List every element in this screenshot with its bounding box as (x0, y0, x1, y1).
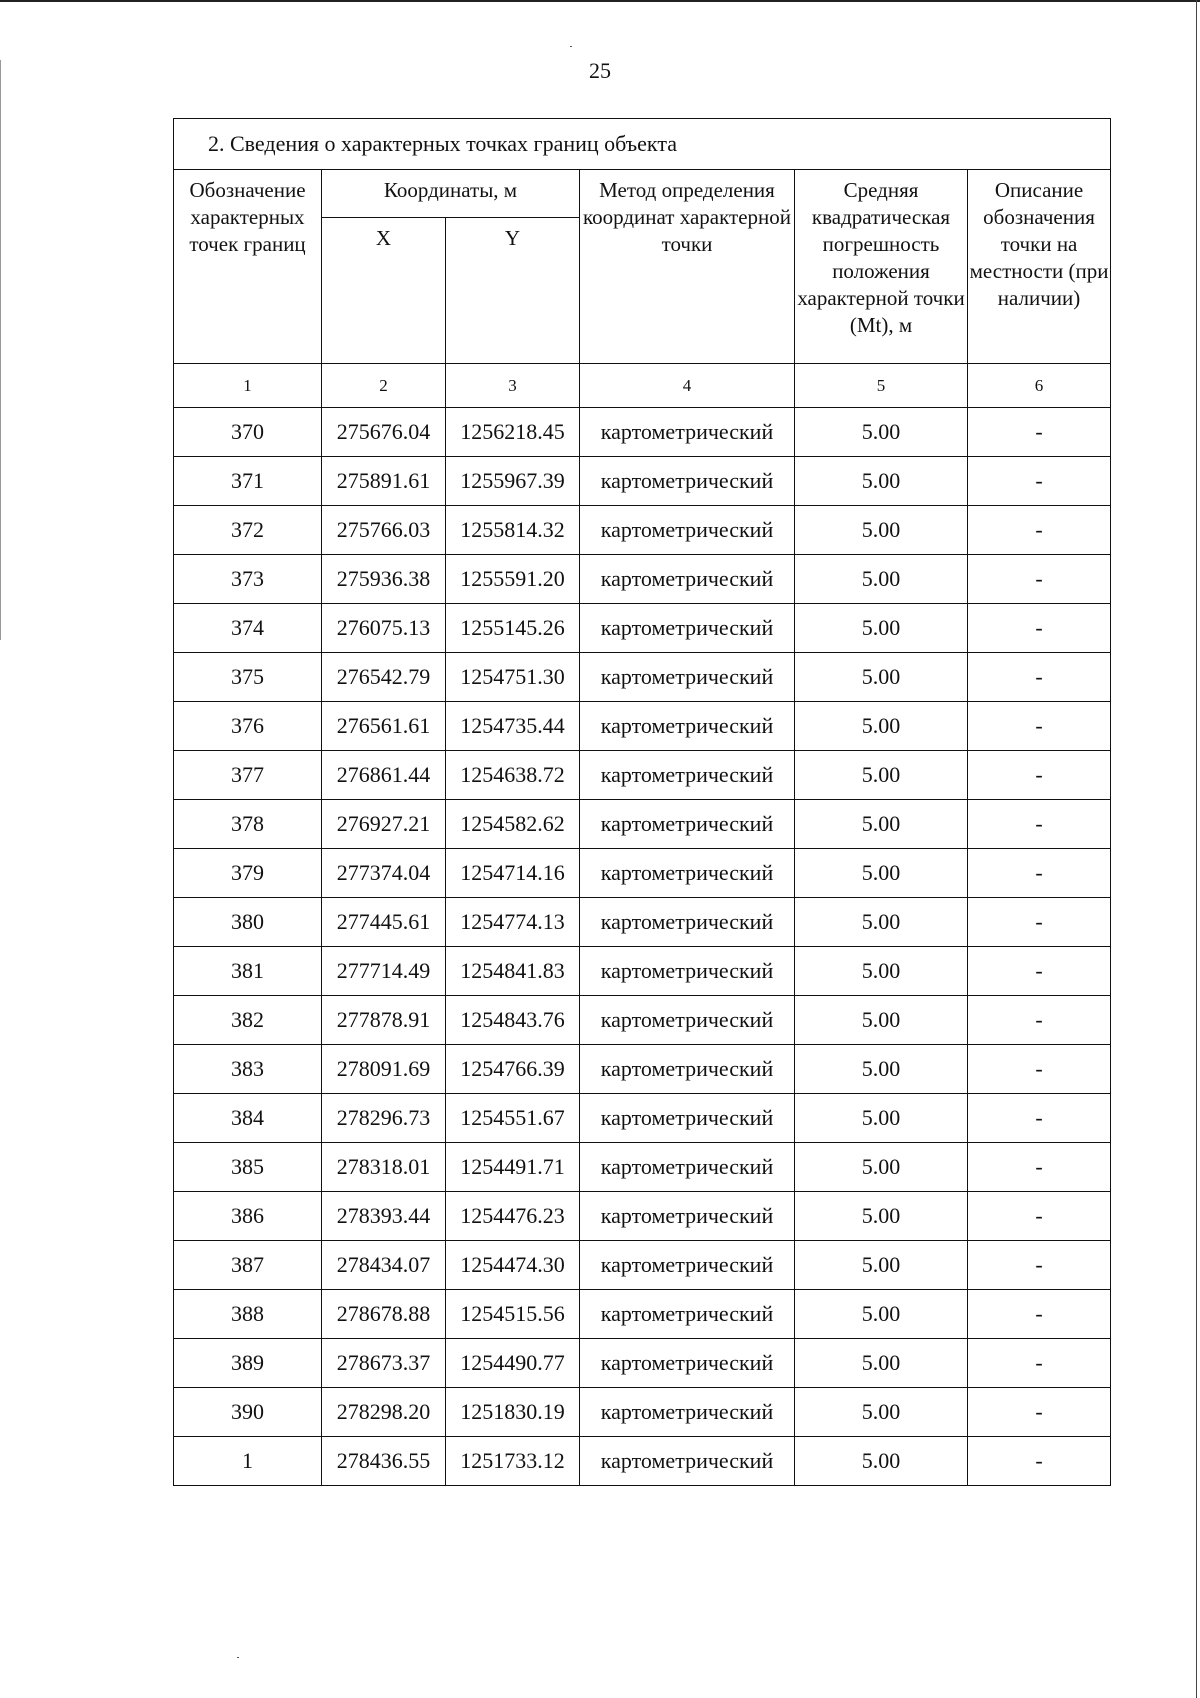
x-coordinate-cell: 278298.20 (322, 1388, 446, 1437)
point-number-cell: 385 (174, 1143, 322, 1192)
x-coordinate-cell: 278318.01 (322, 1143, 446, 1192)
point-number-cell: 373 (174, 555, 322, 604)
point-number-cell: 380 (174, 898, 322, 947)
method-cell: картометрический (580, 1290, 795, 1339)
y-coordinate-cell: 1255591.20 (446, 555, 580, 604)
method-cell: картометрический (580, 1094, 795, 1143)
point-number-cell: 383 (174, 1045, 322, 1094)
description-cell: - (968, 1143, 1111, 1192)
table-row (174, 1437, 1111, 1486)
header-x: X (322, 218, 446, 364)
table-row (174, 996, 1111, 1045)
method-cell: картометрический (580, 506, 795, 555)
x-coordinate-cell: 277445.61 (322, 898, 446, 947)
column-number: 4 (580, 364, 795, 408)
method-cell: картометрический (580, 947, 795, 996)
point-number-cell: 372 (174, 506, 322, 555)
x-coordinate-cell: 278296.73 (322, 1094, 446, 1143)
error-cell: 5.00 (795, 604, 968, 653)
x-coordinate-cell: 276861.44 (322, 751, 446, 800)
x-coordinate-cell: 275891.61 (322, 457, 446, 506)
point-number-cell: 377 (174, 751, 322, 800)
description-cell: - (968, 457, 1111, 506)
description-cell: - (968, 1094, 1111, 1143)
description-cell: - (968, 751, 1111, 800)
header-description: Описание обозначения точки на местности (при наличии) (968, 170, 1111, 364)
x-coordinate-cell: 277878.91 (322, 996, 446, 1045)
x-coordinate-cell: 276075.13 (322, 604, 446, 653)
header-error: Средняя квадратическая погрешность положения характерной точки (Mt), м (795, 170, 968, 364)
error-cell: 5.00 (795, 1094, 968, 1143)
scan-edge-top (0, 0, 1200, 2)
table-row (174, 604, 1111, 653)
method-cell: картометрический (580, 898, 795, 947)
x-coordinate-cell: 278436.55 (322, 1437, 446, 1486)
description-cell: - (968, 604, 1111, 653)
method-cell: картометрический (580, 702, 795, 751)
description-cell: - (968, 506, 1111, 555)
method-cell: картометрический (580, 800, 795, 849)
error-cell: 5.00 (795, 996, 968, 1045)
table-row (174, 800, 1111, 849)
error-cell: 5.00 (795, 653, 968, 702)
method-cell: картометрический (580, 1143, 795, 1192)
table-body (174, 408, 1111, 1486)
point-number-cell: 390 (174, 1388, 322, 1437)
error-cell: 5.00 (795, 1388, 968, 1437)
description-cell: - (968, 1045, 1111, 1094)
point-number-cell: 384 (174, 1094, 322, 1143)
description-cell: - (968, 898, 1111, 947)
y-coordinate-cell: 1255814.32 (446, 506, 580, 555)
table-row (174, 506, 1111, 555)
table-row (174, 702, 1111, 751)
y-coordinate-cell: 1251830.19 (446, 1388, 580, 1437)
table-row (174, 849, 1111, 898)
method-cell: картометрический (580, 1339, 795, 1388)
table-row (174, 555, 1111, 604)
method-cell: картометрический (580, 1437, 795, 1486)
description-cell: - (968, 996, 1111, 1045)
point-number-cell: 1 (174, 1437, 322, 1486)
error-cell: 5.00 (795, 947, 968, 996)
y-coordinate-cell: 1254515.56 (446, 1290, 580, 1339)
description-cell: - (968, 408, 1111, 457)
point-number-cell: 374 (174, 604, 322, 653)
description-cell: - (968, 947, 1111, 996)
error-cell: 5.00 (795, 1045, 968, 1094)
point-number-cell: 375 (174, 653, 322, 702)
error-cell: 5.00 (795, 751, 968, 800)
x-coordinate-cell: 276927.21 (322, 800, 446, 849)
description-cell: - (968, 1437, 1111, 1486)
table-row (174, 457, 1111, 506)
x-coordinate-cell: 278673.37 (322, 1339, 446, 1388)
point-number-cell: 388 (174, 1290, 322, 1339)
y-coordinate-cell: 1254582.62 (446, 800, 580, 849)
error-cell: 5.00 (795, 1437, 968, 1486)
scan-edge-left (0, 60, 1, 640)
x-coordinate-cell: 278091.69 (322, 1045, 446, 1094)
description-cell: - (968, 1192, 1111, 1241)
table-row (174, 1241, 1111, 1290)
table-row (174, 1143, 1111, 1192)
method-cell: картометрический (580, 849, 795, 898)
description-cell: - (968, 1339, 1111, 1388)
table-row (174, 751, 1111, 800)
scan-edge-right (1196, 0, 1197, 1698)
scan-speck (237, 1657, 239, 1658)
x-coordinate-cell: 278393.44 (322, 1192, 446, 1241)
header-method: Метод определения координат характерной точки (580, 170, 795, 364)
y-coordinate-cell: 1254841.83 (446, 947, 580, 996)
description-cell: - (968, 702, 1111, 751)
x-coordinate-cell: 278678.88 (322, 1290, 446, 1339)
method-cell: картометрический (580, 555, 795, 604)
method-cell: картометрический (580, 457, 795, 506)
point-number-cell: 379 (174, 849, 322, 898)
error-cell: 5.00 (795, 1143, 968, 1192)
method-cell: картометрический (580, 604, 795, 653)
x-coordinate-cell: 275936.38 (322, 555, 446, 604)
error-cell: 5.00 (795, 408, 968, 457)
error-cell: 5.00 (795, 1339, 968, 1388)
point-number-cell: 378 (174, 800, 322, 849)
method-cell: картометрический (580, 1192, 795, 1241)
x-coordinate-cell: 275766.03 (322, 506, 446, 555)
table-row (174, 898, 1111, 947)
x-coordinate-cell: 276542.79 (322, 653, 446, 702)
description-cell: - (968, 1388, 1111, 1437)
y-coordinate-cell: 1254735.44 (446, 702, 580, 751)
method-cell: картометрический (580, 1241, 795, 1290)
error-cell: 5.00 (795, 1192, 968, 1241)
table-row (174, 1192, 1111, 1241)
point-number-cell: 382 (174, 996, 322, 1045)
y-coordinate-cell: 1254638.72 (446, 751, 580, 800)
column-number: 1 (174, 364, 322, 408)
table-row (174, 947, 1111, 996)
error-cell: 5.00 (795, 800, 968, 849)
description-cell: - (968, 1241, 1111, 1290)
y-coordinate-cell: 1254474.30 (446, 1241, 580, 1290)
boundary-points-table-wrapper (173, 118, 1110, 1486)
scan-speck (570, 46, 572, 47)
error-cell: 5.00 (795, 457, 968, 506)
header-point: Обозначение характерных точек границ (174, 170, 322, 364)
y-coordinate-cell: 1254751.30 (446, 653, 580, 702)
method-cell: картометрический (580, 1045, 795, 1094)
table-row (174, 1094, 1111, 1143)
y-coordinate-cell: 1254490.77 (446, 1339, 580, 1388)
y-coordinate-cell: 1254551.67 (446, 1094, 580, 1143)
y-coordinate-cell: 1254714.16 (446, 849, 580, 898)
y-coordinate-cell: 1254476.23 (446, 1192, 580, 1241)
error-cell: 5.00 (795, 555, 968, 604)
section-title: 2. Сведения о характерных точках границ объекта (174, 119, 1111, 170)
error-cell: 5.00 (795, 1241, 968, 1290)
table-row (174, 653, 1111, 702)
error-cell: 5.00 (795, 506, 968, 555)
header-y: Y (446, 218, 580, 364)
point-number-cell: 371 (174, 457, 322, 506)
description-cell: - (968, 555, 1111, 604)
error-cell: 5.00 (795, 1290, 968, 1339)
table-row (174, 1290, 1111, 1339)
y-coordinate-cell: 1254491.71 (446, 1143, 580, 1192)
x-coordinate-cell: 278434.07 (322, 1241, 446, 1290)
method-cell: картометрический (580, 996, 795, 1045)
method-cell: картометрический (580, 1388, 795, 1437)
error-cell: 5.00 (795, 898, 968, 947)
y-coordinate-cell: 1255145.26 (446, 604, 580, 653)
point-number-cell: 386 (174, 1192, 322, 1241)
column-number: 3 (446, 364, 580, 408)
error-cell: 5.00 (795, 702, 968, 751)
header-coordinates: Координаты, м (322, 170, 580, 218)
method-cell: картометрический (580, 408, 795, 457)
x-coordinate-cell: 277374.04 (322, 849, 446, 898)
column-number-row (174, 364, 1111, 408)
description-cell: - (968, 1290, 1111, 1339)
point-number-cell: 381 (174, 947, 322, 996)
error-cell: 5.00 (795, 849, 968, 898)
y-coordinate-cell: 1251733.12 (446, 1437, 580, 1486)
description-cell: - (968, 800, 1111, 849)
description-cell: - (968, 653, 1111, 702)
method-cell: картометрический (580, 751, 795, 800)
point-number-cell: 389 (174, 1339, 322, 1388)
x-coordinate-cell: 275676.04 (322, 408, 446, 457)
table-row (174, 1339, 1111, 1388)
y-coordinate-cell: 1254774.13 (446, 898, 580, 947)
table-row (174, 1388, 1111, 1437)
point-number-cell: 387 (174, 1241, 322, 1290)
y-coordinate-cell: 1254843.76 (446, 996, 580, 1045)
column-number: 6 (968, 364, 1111, 408)
x-coordinate-cell: 276561.61 (322, 702, 446, 751)
y-coordinate-cell: 1256218.45 (446, 408, 580, 457)
table-row (174, 408, 1111, 457)
y-coordinate-cell: 1254766.39 (446, 1045, 580, 1094)
column-number: 5 (795, 364, 968, 408)
y-coordinate-cell: 1255967.39 (446, 457, 580, 506)
table-row (174, 1045, 1111, 1094)
boundary-points-table (173, 118, 1111, 1486)
description-cell: - (968, 849, 1111, 898)
x-coordinate-cell: 277714.49 (322, 947, 446, 996)
method-cell: картометрический (580, 653, 795, 702)
point-number-cell: 376 (174, 702, 322, 751)
page-number: 25 (589, 58, 611, 83)
point-number-cell: 370 (174, 408, 322, 457)
column-number: 2 (322, 364, 446, 408)
